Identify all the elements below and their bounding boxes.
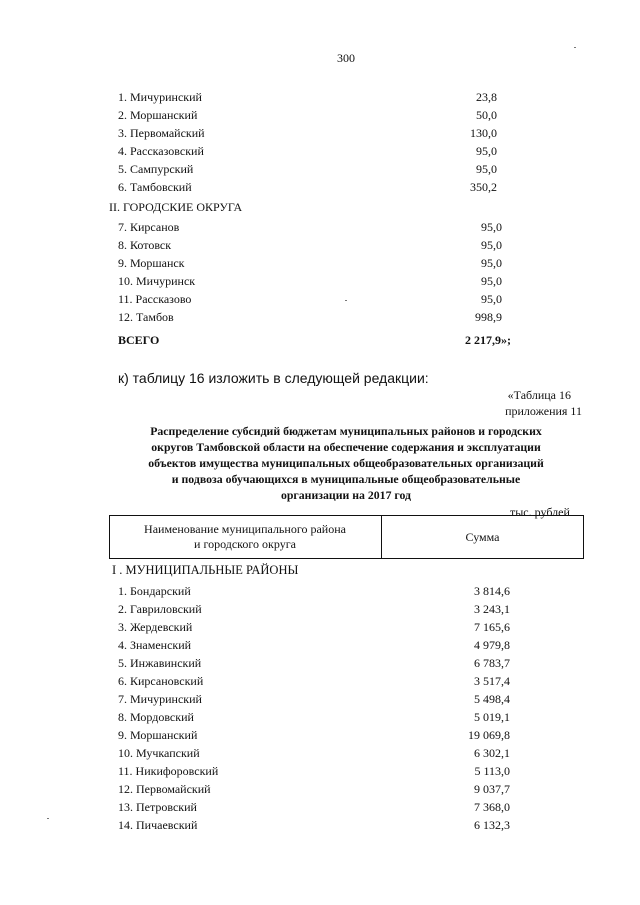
item-value: 50,0 (476, 108, 497, 122)
item-label: 4. Рассказовский (118, 144, 204, 158)
row-label: 6. Кирсановский (118, 674, 204, 688)
item-label: 7. Кирсанов (118, 220, 180, 234)
header-col-name-line1: Наименование муниципального района (144, 522, 346, 536)
item-value: 130,0 (470, 126, 497, 140)
section-heading-municipal: I . МУНИЦИПАЛЬНЫЕ РАЙОНЫ (112, 563, 299, 577)
row-label: 11. Никифоровский (118, 764, 219, 778)
row-label: 4. Знаменский (118, 638, 192, 652)
item-value: 95,0 (476, 144, 497, 158)
item-value: 95,0 (481, 292, 502, 306)
row-label: 9. Моршанский (118, 728, 198, 742)
item-value: 95,0 (481, 256, 502, 270)
row-value: 3 243,1 (474, 602, 510, 616)
row-value: 3 517,4 (474, 674, 510, 688)
page-number: 300 (337, 51, 355, 65)
item-label: 6. Тамбовский (118, 180, 192, 194)
table-title-line: объектов имущества муниципальных общеобразовательных организаций (148, 456, 544, 470)
row-value: 9 037,7 (474, 782, 510, 796)
item-label: 3. Первомайский (118, 126, 205, 140)
item-value: 95,0 (481, 238, 502, 252)
table-title-line: Распределение субсидий бюджетам муниципальных районов и городских (150, 424, 542, 438)
item-value: 95,0 (481, 274, 502, 288)
row-label: 13. Петровский (118, 800, 197, 814)
item-value: 95,0 (481, 220, 502, 234)
row-value: 6 783,7 (474, 656, 510, 670)
table-title-line: и подвоза обучающихся в муниципальные общеобразовательные (171, 472, 521, 486)
row-label: 2. Гавриловский (118, 602, 202, 616)
row-value: 6 132,3 (474, 818, 510, 832)
unit-label: тыс. рублей (510, 505, 570, 519)
item-label: 1. Мичуринский (118, 90, 202, 104)
row-label: 3. Жердевский (118, 620, 193, 634)
item-label: 2. Моршанский (118, 108, 198, 122)
scan-speck (345, 300, 347, 301)
item-value: 998,9 (475, 310, 502, 324)
item-value: 23,8 (476, 90, 497, 104)
item-value: 350,2 (470, 180, 497, 194)
header-col-sum: Сумма (465, 530, 500, 544)
item-label: 11. Рассказово (118, 292, 192, 306)
row-label: 12. Первомайский (118, 782, 211, 796)
row-value: 5 498,4 (474, 692, 510, 706)
item-label: 9. Моршанск (118, 256, 185, 270)
table-caption-line2: приложения 11 (505, 404, 582, 418)
row-value: 3 814,6 (474, 584, 510, 598)
item-label: 5. Сампурский (118, 162, 194, 176)
row-value: 7 368,0 (474, 800, 510, 814)
item-value: 95,0 (476, 162, 497, 176)
row-label: 8. Мордовский (118, 710, 194, 724)
row-label: 5. Инжавинский (118, 656, 202, 670)
header-col-name (109, 522, 381, 552)
instruction-text: к) таблицу 16 изложить в следующей редакции: (118, 370, 429, 386)
row-label: 14. Пичаевский (118, 818, 198, 832)
row-label: 1. Бондарский (118, 584, 191, 598)
total-label: ВСЕГО (118, 333, 160, 347)
row-value: 4 979,8 (474, 638, 510, 652)
table-header (109, 515, 584, 559)
row-value: 6 302,1 (474, 746, 510, 760)
item-label: 10. Мичуринск (118, 274, 196, 288)
row-value: 5 113,0 (474, 764, 510, 778)
header-col-name-line2: и городского округа (194, 537, 296, 551)
row-value: 7 165,6 (474, 620, 510, 634)
table-caption-line1: «Таблица 16 (507, 388, 571, 402)
row-value: 19 069,8 (468, 728, 510, 742)
item-label: 8. Котовск (118, 238, 172, 252)
section-heading-urban: II. ГОРОДСКИЕ ОКРУГА (109, 200, 243, 214)
item-label: 12. Тамбов (118, 310, 174, 324)
row-value: 5 019,1 (474, 710, 510, 724)
scan-speck (47, 818, 49, 819)
row-label: 10. Мучкапский (118, 746, 200, 760)
total-value: 2 217,9»; (465, 333, 511, 347)
scan-speck (574, 47, 576, 48)
row-label: 7. Мичуринский (118, 692, 202, 706)
table-title-line: округов Тамбовской области на обеспечение содержания и эксплуатации (151, 440, 541, 454)
table-title-line: организации на 2017 год (280, 488, 412, 502)
